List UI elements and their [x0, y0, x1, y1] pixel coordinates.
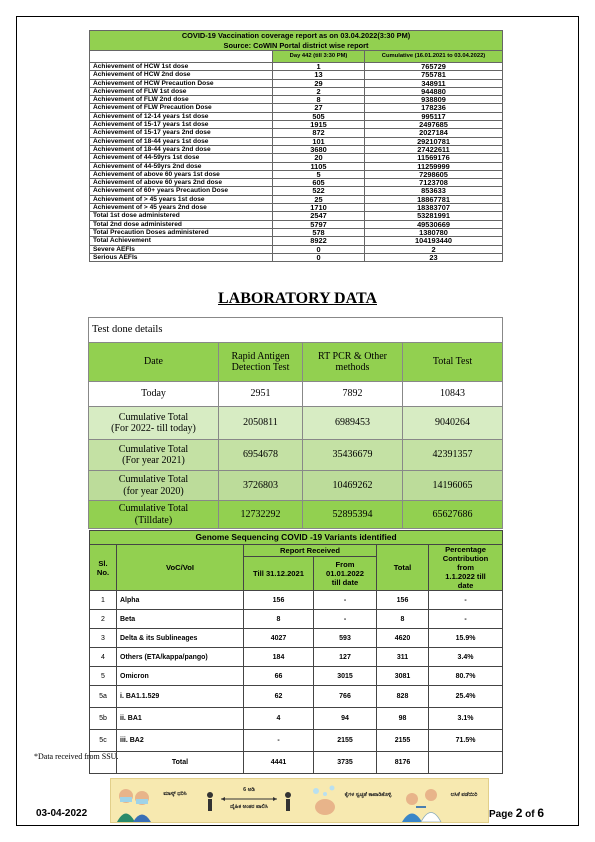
rtpcr-header: RT PCR & Other methods	[303, 343, 403, 382]
vaccination-row	[90, 154, 503, 162]
report-received-header: Report Received	[244, 545, 377, 557]
day-value: 5	[273, 170, 365, 178]
day-value: 1710	[273, 204, 365, 212]
variant-name: Others (ETA/kappa/pango)	[117, 648, 244, 667]
cumulative-value: 11569176	[365, 154, 503, 162]
variant-from: 593	[314, 629, 377, 648]
vaccination-row	[90, 137, 503, 145]
variant-percentage: 71.5%	[429, 730, 503, 752]
row-label: Total Achievement	[90, 237, 273, 245]
variant-sl: 5	[90, 667, 117, 686]
cumulative-value: 1380780	[365, 228, 503, 236]
row-label: Achievement of above 60 years 1st dose	[90, 170, 273, 178]
row-label: Total 2nd dose administered	[90, 220, 273, 228]
variant-till: -	[244, 730, 314, 752]
total-value: 65627686	[403, 501, 503, 529]
variant-percentage: 15.9%	[429, 629, 503, 648]
variant-total: 156	[377, 591, 429, 610]
row-label: Total Precaution Doses administered	[90, 228, 273, 236]
day-value: 578	[273, 228, 365, 236]
day-value: 0	[273, 245, 365, 253]
test-caption: Test done details	[89, 318, 503, 343]
footnote: *Data received from SSU.	[34, 752, 119, 761]
total-from: 3735	[314, 752, 377, 774]
variant-row	[90, 591, 503, 610]
cumulative-value: 178236	[365, 104, 503, 112]
row-label: Achievement of HCW 1st dose	[90, 63, 273, 71]
lab-row	[89, 407, 503, 440]
cumulative-value: 2	[365, 245, 503, 253]
variant-till: 8	[244, 610, 314, 629]
variant-percentage: 25.4%	[429, 686, 503, 708]
variant-total: 2155	[377, 730, 429, 752]
total-label: Total	[117, 752, 244, 774]
day-value: 13	[273, 71, 365, 79]
variant-till: 66	[244, 667, 314, 686]
col-day-header: Day 442 (till 3:30 PM)	[273, 51, 365, 63]
cumulative-value: 853633	[365, 187, 503, 195]
day-value: 29	[273, 79, 365, 87]
variant-row	[90, 730, 503, 752]
cumulative-value: 53281991	[365, 212, 503, 220]
variant-sl: 1	[90, 591, 117, 610]
variant-till: 62	[244, 686, 314, 708]
rat-header: Rapid Antigen Detection Test	[219, 343, 303, 382]
variant-total: 311	[377, 648, 429, 667]
distancing-icon	[199, 779, 299, 822]
handwash-segment	[306, 779, 394, 822]
day-value: 25	[273, 195, 365, 203]
distance-segment	[199, 779, 299, 822]
day-value: 872	[273, 129, 365, 137]
cumulative-value: 7298605	[365, 170, 503, 178]
handwash-icon	[306, 779, 344, 822]
variant-from: 3015	[314, 667, 377, 686]
row-label: Achievement of above 60 years 2nd dose	[90, 179, 273, 187]
vaccination-row	[90, 63, 503, 71]
cumulative-value: 23	[365, 253, 503, 261]
variant-sl: 5c	[90, 730, 117, 752]
variant-total: 3081	[377, 667, 429, 686]
cumulative-value: 755781	[365, 71, 503, 79]
variant-sl: 4	[90, 648, 117, 667]
variant-till: 4	[244, 708, 314, 730]
awareness-banner	[110, 778, 489, 823]
rtpcr-value: 52895394	[303, 501, 403, 529]
footer-date: 03-04-2022	[36, 808, 88, 819]
variant-percentage: -	[429, 610, 503, 629]
vaccination-table	[89, 30, 503, 262]
variant-percentage: 3.1%	[429, 708, 503, 730]
variant-from: 2155	[314, 730, 377, 752]
variant-row	[90, 648, 503, 667]
cumulative-value: 11259999	[365, 162, 503, 170]
mask-text: ಮಾಸ್ಕ್ ಧರಿಸಿ	[163, 791, 187, 797]
mask-segment	[111, 779, 196, 822]
variant-from: -	[314, 591, 377, 610]
row-label: Achievement of HCW Precaution Dose	[90, 79, 273, 87]
variant-name: Delta & its Sublineages	[117, 629, 244, 648]
total-value: 9040264	[403, 407, 503, 440]
vaccination-row	[90, 104, 503, 112]
cumulative-value: 104193440	[365, 237, 503, 245]
cumulative-value: 944880	[365, 87, 503, 95]
cumulative-value: 49530669	[365, 220, 503, 228]
variant-till: 4027	[244, 629, 314, 648]
row-label: Achievement of > 45 years 2nd dose	[90, 204, 273, 212]
variant-name: i. BA1.1.529	[117, 686, 244, 708]
vaccination-row	[90, 228, 503, 236]
variant-sl: 5b	[90, 708, 117, 730]
laboratory-table	[88, 317, 503, 529]
distance-value: 6 ಅಡಿ	[243, 787, 255, 793]
vaccination-row	[90, 79, 503, 87]
vaccination-row	[90, 212, 503, 220]
vaccination-row	[90, 71, 503, 79]
variant-percentage: 3.4%	[429, 648, 503, 667]
row-label: Achievement of 18-44 years 1st dose	[90, 137, 273, 145]
day-value: 20	[273, 154, 365, 162]
rat-value: 6954678	[219, 440, 303, 471]
rat-value: 2050811	[219, 407, 303, 440]
day-value: 5797	[273, 220, 365, 228]
vaccination-row	[90, 145, 503, 153]
vaccination-row	[90, 237, 503, 245]
variant-percentage: 80.7%	[429, 667, 503, 686]
row-label: Achievement of FLW 1st dose	[90, 87, 273, 95]
total-header: Total	[377, 545, 429, 591]
vaccination-row	[90, 112, 503, 120]
rtpcr-value: 10469262	[303, 471, 403, 501]
date-header: Date	[89, 343, 219, 382]
vaccination-row	[90, 195, 503, 203]
vaccination-row	[90, 129, 503, 137]
variant-sl: 5a	[90, 686, 117, 708]
day-value: 1	[273, 63, 365, 71]
cumulative-value: 938809	[365, 96, 503, 104]
day-value: 1105	[273, 162, 365, 170]
vaccination-row	[90, 121, 503, 129]
variant-from: 127	[314, 648, 377, 667]
rat-value: 2951	[219, 382, 303, 407]
cumulative-value: 995117	[365, 112, 503, 120]
variant-from: 94	[314, 708, 377, 730]
vaccine-text: ಲಸಿಕೆ ಪಡೆಯಿರಿ	[450, 792, 478, 798]
row-label: Achievement of 12-14 years 1st dose	[90, 112, 273, 120]
handwash-text: ಕೈಗಳ ಸ್ವಚ್ಛತೆ ಕಾಪಾಡಿಕೊಳ್ಳಿ	[344, 792, 392, 798]
day-value: 3680	[273, 145, 365, 153]
lab-row	[89, 440, 503, 471]
variant-total: 4620	[377, 629, 429, 648]
sl-header: Sl. No.	[90, 545, 117, 591]
day-value: 8922	[273, 237, 365, 245]
lab-row-label: Today	[89, 382, 219, 407]
variant-row	[90, 629, 503, 648]
cumulative-value: 18867781	[365, 195, 503, 203]
col-cumulative-header: Cumulative (16.01.2021 to 03.04.2022)	[365, 51, 503, 63]
cumulative-value: 2497685	[365, 121, 503, 129]
vaccination-row	[90, 220, 503, 228]
lab-row	[89, 382, 503, 407]
genome-title: Genome Sequencing COVID -19 Variants identified	[90, 531, 503, 545]
vaccination-row	[90, 253, 503, 261]
vaccination-row	[90, 179, 503, 187]
voc-header: VoC/VoI	[117, 545, 244, 591]
rat-value: 12732292	[219, 501, 303, 529]
rat-value: 3726803	[219, 471, 303, 501]
day-value: 522	[273, 187, 365, 195]
genome-table	[89, 530, 503, 774]
vaccination-row	[90, 87, 503, 95]
percentage-header: Percentage Contribution from 1.1.2022 till date	[429, 545, 503, 591]
row-label: Achievement of 44-59yrs 2nd dose	[90, 162, 273, 170]
day-value: 8	[273, 96, 365, 104]
cumulative-value: 27422611	[365, 145, 503, 153]
total-till: 4441	[244, 752, 314, 774]
row-label: Achievement of HCW 2nd dose	[90, 71, 273, 79]
day-value: 505	[273, 112, 365, 120]
variant-row	[90, 686, 503, 708]
rtpcr-value: 35436679	[303, 440, 403, 471]
vaccination-title: COVID-19 Vaccination coverage report as on 03.04.2022(3:30 PM) Source: CoWIN Portal district wise report	[90, 31, 503, 51]
variant-sl: 3	[90, 629, 117, 648]
variant-row	[90, 667, 503, 686]
lab-row-label: Cumulative Total (for year 2020)	[89, 471, 219, 501]
variant-total: 828	[377, 686, 429, 708]
cumulative-value: 348911	[365, 79, 503, 87]
row-label: Achievement of 60+ years Precaution Dose	[90, 187, 273, 195]
total-value: 42391357	[403, 440, 503, 471]
rtpcr-value: 7892	[303, 382, 403, 407]
vaccination-row	[90, 96, 503, 104]
row-label: Total 1st dose administered	[90, 212, 273, 220]
day-value: 0	[273, 253, 365, 261]
day-value: 2	[273, 87, 365, 95]
row-label: Achievement of > 45 years 1st dose	[90, 195, 273, 203]
page-number: Page 2 of 6	[489, 806, 545, 820]
distance-text: ದೈಹಿಕ ಅಂತರ ಪಾಲಿಸಿ	[230, 804, 268, 810]
day-value: 1915	[273, 121, 365, 129]
variant-total: 8	[377, 610, 429, 629]
vaccination-icon	[398, 779, 443, 822]
variant-total: 98	[377, 708, 429, 730]
masked-people-icon	[113, 779, 155, 822]
vaccine-segment	[398, 779, 488, 822]
variant-name: iii. BA2	[117, 730, 244, 752]
variant-name: ii. BA1	[117, 708, 244, 730]
row-label: Achievement of 15-17 years 1st dose	[90, 121, 273, 129]
row-label: Achievement of 44-59yrs 1st dose	[90, 154, 273, 162]
day-value: 2547	[273, 212, 365, 220]
cumulative-value: 29210781	[365, 137, 503, 145]
variant-from: 766	[314, 686, 377, 708]
cumulative-value: 2027184	[365, 129, 503, 137]
from-header: From 01.01.2022 till date	[314, 557, 377, 591]
rtpcr-value: 6989453	[303, 407, 403, 440]
vaccination-row	[90, 170, 503, 178]
vaccination-row	[90, 245, 503, 253]
lab-row-label: Cumulative Total (Tilldate)	[89, 501, 219, 529]
row-label: Serious AEFIs	[90, 253, 273, 261]
lab-row-label: Cumulative Total (For 2022- till today)	[89, 407, 219, 440]
total-total: 8176	[377, 752, 429, 774]
row-label: Severe AEFIs	[90, 245, 273, 253]
total-value: 10843	[403, 382, 503, 407]
variant-till: 156	[244, 591, 314, 610]
row-label: Achievement of 15-17 years 2nd dose	[90, 129, 273, 137]
vaccination-row	[90, 187, 503, 195]
total-value: 14196065	[403, 471, 503, 501]
cumulative-value: 18383707	[365, 204, 503, 212]
cumulative-value: 765729	[365, 63, 503, 71]
row-label: Achievement of FLW Precaution Dose	[90, 104, 273, 112]
lab-row-label: Cumulative Total (For year 2021)	[89, 440, 219, 471]
row-label: Achievement of 18-44 years 2nd dose	[90, 145, 273, 153]
lab-row	[89, 471, 503, 501]
cumulative-value: 7123708	[365, 179, 503, 187]
variant-name: Omicron	[117, 667, 244, 686]
day-value: 101	[273, 137, 365, 145]
variant-name: Alpha	[117, 591, 244, 610]
variant-row	[90, 610, 503, 629]
variant-sl: 2	[90, 610, 117, 629]
row-label: Achievement of FLW 2nd dose	[90, 96, 273, 104]
lab-row	[89, 501, 503, 529]
variant-from: -	[314, 610, 377, 629]
till-header: Till 31.12.2021	[244, 557, 314, 591]
day-value: 605	[273, 179, 365, 187]
laboratory-heading: LABORATORY DATA	[217, 290, 377, 307]
vaccination-row	[90, 162, 503, 170]
variant-name: Beta	[117, 610, 244, 629]
vaccination-row	[90, 204, 503, 212]
variant-row	[90, 708, 503, 730]
variant-till: 184	[244, 648, 314, 667]
day-value: 27	[273, 104, 365, 112]
total-header: Total Test	[403, 343, 503, 382]
variant-percentage: -	[429, 591, 503, 610]
